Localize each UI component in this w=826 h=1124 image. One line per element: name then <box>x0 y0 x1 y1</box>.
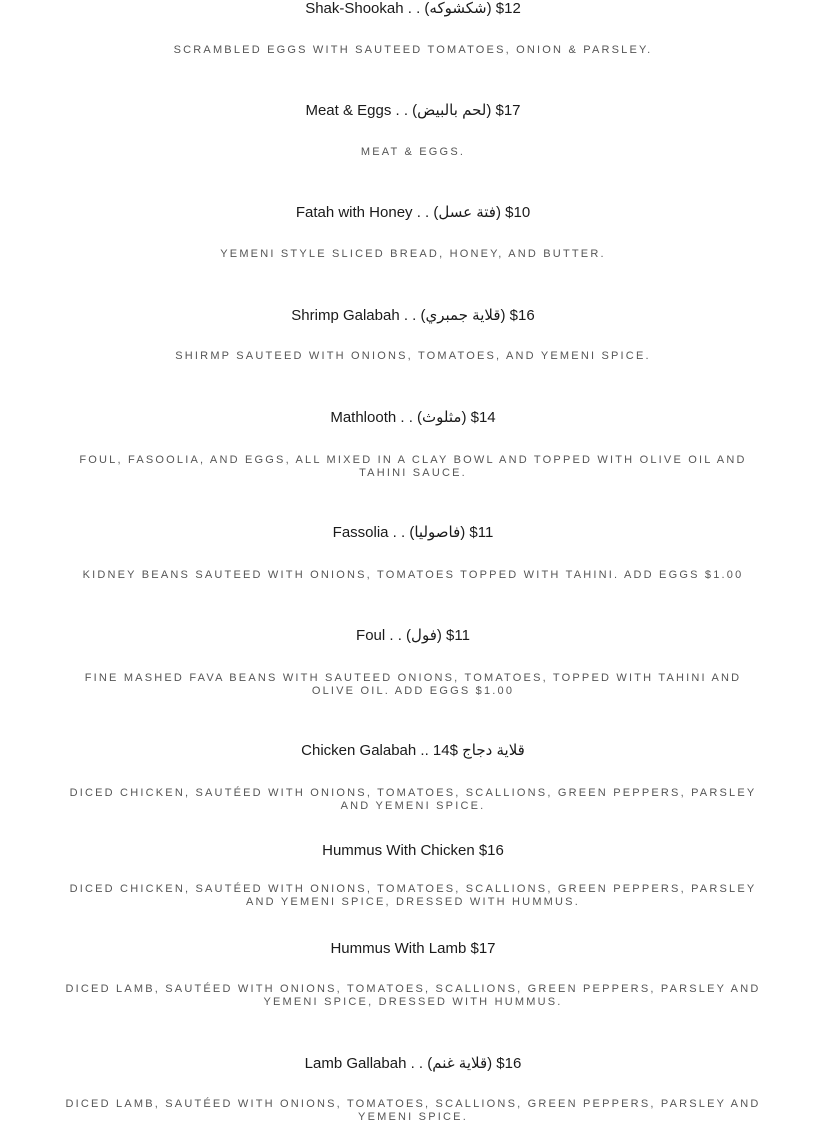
menu-item-hummus-chicken <box>0 842 826 909</box>
menu-item-description: DICED CHICKEN, SAUTÉED WITH ONIONS, TOMATOES, SCALLIONS, GREEN PEPPERS, PARSLEY AND YEMENI SPICE, DRESSED WITH HUMMUS. <box>69 883 757 908</box>
menu-item-description: YEMENI STYLE SLICED BREAD, HONEY, AND BUTTER. <box>220 248 606 260</box>
menu-item-description: MEAT & EGGS. <box>360 146 466 158</box>
menu-item-description: DICED CHICKEN, SAUTÉED WITH ONIONS, TOMATOES, SCALLIONS, GREEN PEPPERS, PARSLEY AND YEMENI SPICE. <box>69 787 757 812</box>
menu-item-title: Fatah with Honey . . (فتة عسل) $10 <box>295 204 531 221</box>
menu-item-shakshookah <box>0 0 826 57</box>
menu-item-title: Hummus With Chicken $16 <box>322 842 504 859</box>
menu-item-title: Meat & Eggs . . (لحم بالبيض) $17 <box>305 102 521 119</box>
menu-item-description: SCRAMBLED EGGS WITH SAUTEED TOMATOES, ONION & PARSLEY. <box>173 44 653 56</box>
menu-item-lamb-gallabah <box>0 1055 826 1124</box>
menu-item-description: KIDNEY BEANS SAUTEED WITH ONIONS, TOMATOES TOPPED WITH TAHINI. ADD EGGS $1.00 <box>82 569 744 581</box>
menu-item-title: Foul . . (فول) $11 <box>356 627 470 644</box>
menu-item-foul <box>0 627 826 698</box>
menu-item-description: DICED LAMB, SAUTÉED WITH ONIONS, TOMATOES, SCALLIONS, GREEN PEPPERS, PARSLEY AND YEMENI SPICE. <box>65 1098 761 1123</box>
menu-item-description: DICED LAMB, SAUTÉED WITH ONIONS, TOMATOES, SCALLIONS, GREEN PEPPERS, PARSLEY AND YEMENI SPICE, DRESSED WITH HUMMUS. <box>65 983 761 1008</box>
menu-item-description: FINE MASHED FAVA BEANS WITH SAUTEED ONIONS, TOMATOES, TOPPED WITH TAHINI AND OLIVE OIL. ADD EGGS $1.00 <box>84 672 742 697</box>
menu-item-meat-eggs <box>0 102 826 159</box>
menu-item-title: Shrimp Galabah . . (قلاية جمبري) $16 <box>291 307 535 324</box>
menu-item-shrimp-galabah <box>0 307 826 363</box>
menu-item-fassolia <box>0 524 826 582</box>
menu-item-title: Lamb Gallabah . . (قلاية غنم) $16 <box>304 1055 522 1072</box>
menu-item-title: Hummus With Lamb $17 <box>330 940 496 957</box>
menu-item-mathlooth <box>0 409 826 480</box>
menu-item-title: Chicken Galabah .. 14$ قلاية دجاج <box>301 742 525 759</box>
menu-item-chicken-galabah <box>0 742 826 813</box>
menu-item-description: SHIRMP SAUTEED WITH ONIONS, TOMATOES, AND YEMENI SPICE. <box>175 350 651 362</box>
menu-item-fatah-honey <box>0 204 826 261</box>
menu-item-title: Shak-Shookah . . (شكشوكه) $12 <box>305 0 521 17</box>
menu-item-description: FOUL, FASOOLIA, AND EGGS, ALL MIXED IN A CLAY BOWL AND TOPPED WITH OLIVE OIL AND TAHINI SAUCE. <box>79 454 747 479</box>
menu-item-title: Fassolia . . (فاصوليا) $11 <box>332 524 494 541</box>
menu-item-hummus-lamb <box>0 940 826 1009</box>
menu-item-title: Mathlooth . . (مثلوث) $14 <box>330 409 496 426</box>
